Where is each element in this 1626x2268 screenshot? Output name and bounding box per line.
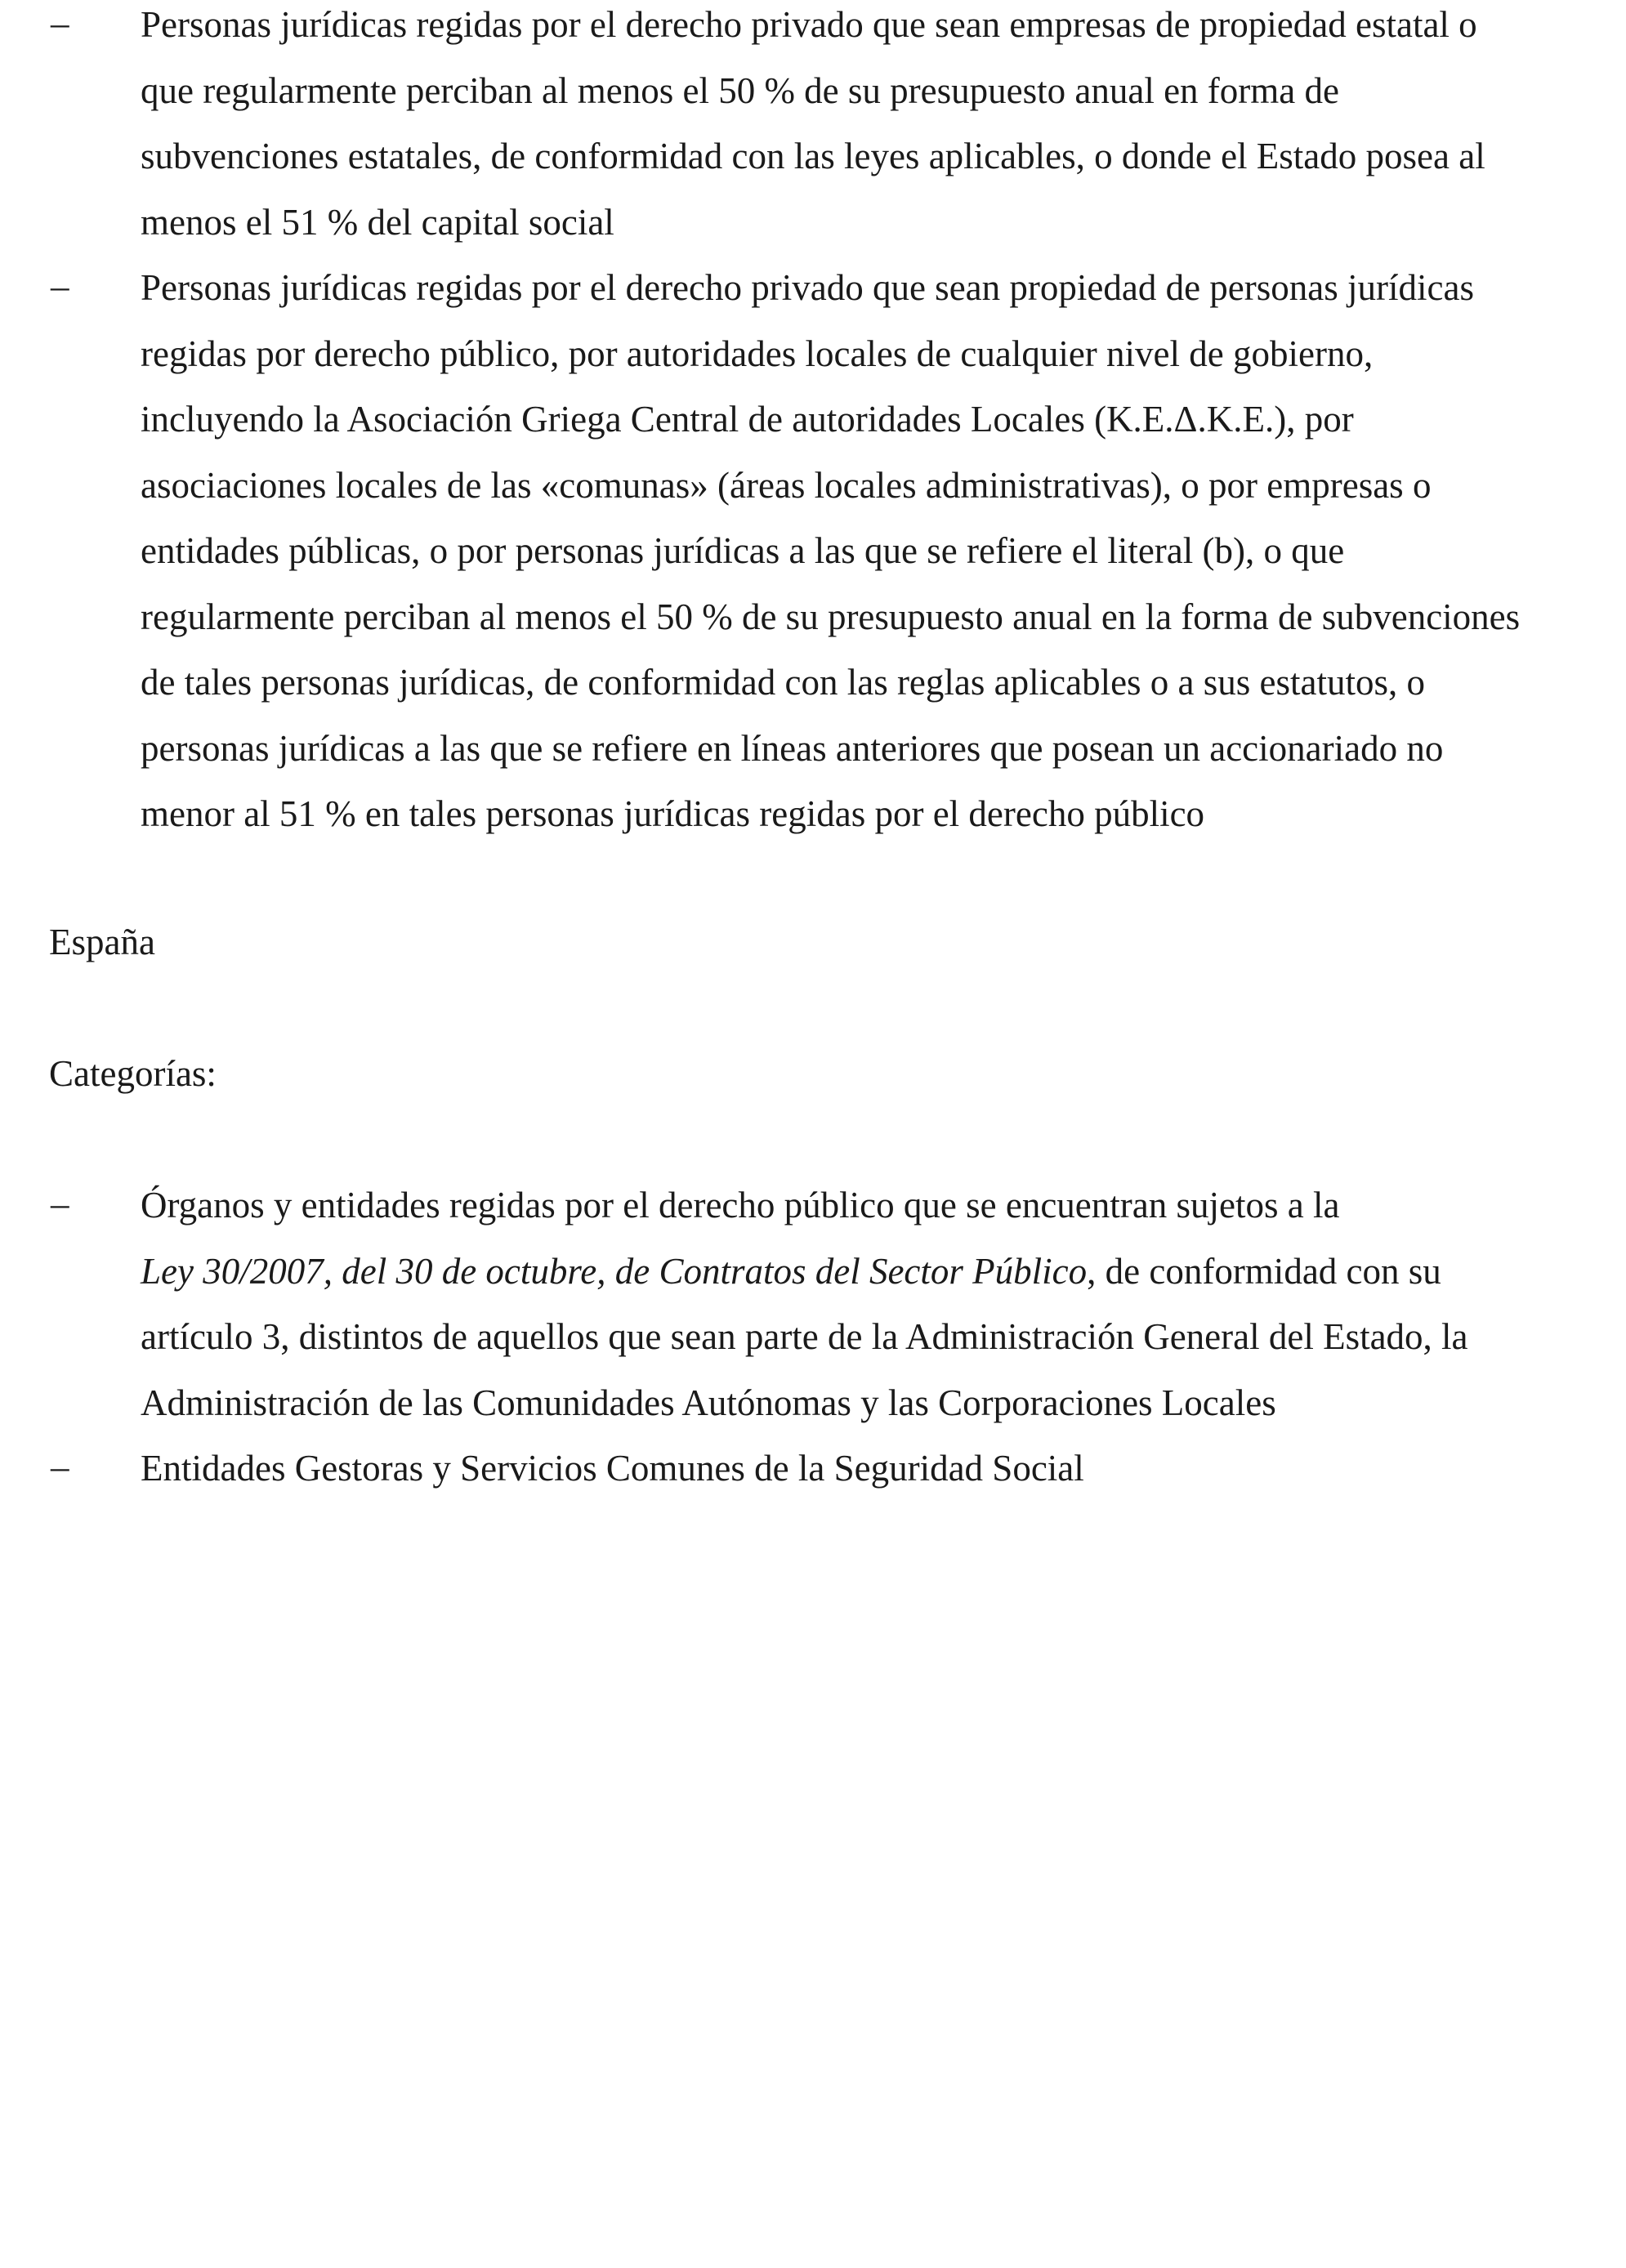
dash-bullet: – — [51, 1446, 69, 1487]
text-line: menos el 51 % del capital social — [141, 201, 614, 243]
text-fragment: , de conformidad con su — [1087, 1250, 1441, 1292]
text-line: incluyendo la Asociación Griega Central de autoridades Locales (K.E.Δ.K.E.), por — [141, 399, 1354, 440]
text-line: regidas por derecho público, por autoridades locales de cualquier nivel de gobierno, — [141, 333, 1374, 374]
text-line: Entidades Gestoras y Servicios Comunes de la Seguridad Social — [141, 1448, 1084, 1489]
text-line: que regularmente perciban al menos el 50 % de su presupuesto anual en forma de — [141, 69, 1339, 111]
text-line: Órganos y entidades regidas por el derecho público que se encuentran sujetos a la — [141, 1185, 1340, 1226]
text-line: asociaciones locales de las «comunas» (áreas locales administrativas), o por empresas o — [141, 464, 1432, 506]
law-citation: Ley 30/2007, del 30 de octubre, de Contratos del Sector Público — [141, 1250, 1088, 1292]
text-line: de tales personas jurídicas, de conformidad con las reglas aplicables o a sus estatutos, o — [141, 662, 1426, 703]
entity-list-spain — [0, 1182, 1626, 1511]
categories-label: Categorías: — [49, 1053, 217, 1094]
text-line: artículo 3, distintos de aquellos que sean parte de la Administración General del Estado, la — [141, 1316, 1468, 1357]
list-item — [0, 1445, 1579, 1511]
text-line: subvenciones estatales, de conformidad con las leyes aplicables, o donde el Estado posea al — [141, 136, 1485, 176]
text-line: Personas jurídicas regidas por el derecho privado que sean propiedad de personas jurídicas — [141, 267, 1474, 308]
dash-bullet: – — [51, 2, 69, 43]
text-line: Personas jurídicas regidas por el derecho privado que sean empresas de propiedad estatal o — [141, 4, 1477, 45]
text-line: entidades públicas, o por personas jurídicas a las que se refiere el literal (b), o que — [141, 530, 1345, 571]
list-item — [0, 265, 1579, 857]
country-heading: España — [49, 922, 155, 962]
text-line: regularmente perciban al menos el 50 % de su presupuesto anual en la forma de subvenciones — [141, 596, 1521, 637]
list-item — [0, 2, 1579, 265]
text-line — [141, 1248, 1579, 1315]
dash-bullet: – — [51, 266, 69, 306]
text-line: menor al 51 % en tales personas jurídicas regidas por el derecho público — [141, 793, 1205, 834]
list-item — [0, 1182, 1579, 1445]
entity-list-top — [0, 2, 1626, 857]
text-line: personas jurídicas a las que se refiere en líneas anteriores que posean un accionariado no — [141, 727, 1444, 769]
dash-bullet: – — [51, 1183, 69, 1224]
text-line: Administración de las Comunidades Autónomas y las Corporaciones Locales — [141, 1382, 1276, 1423]
